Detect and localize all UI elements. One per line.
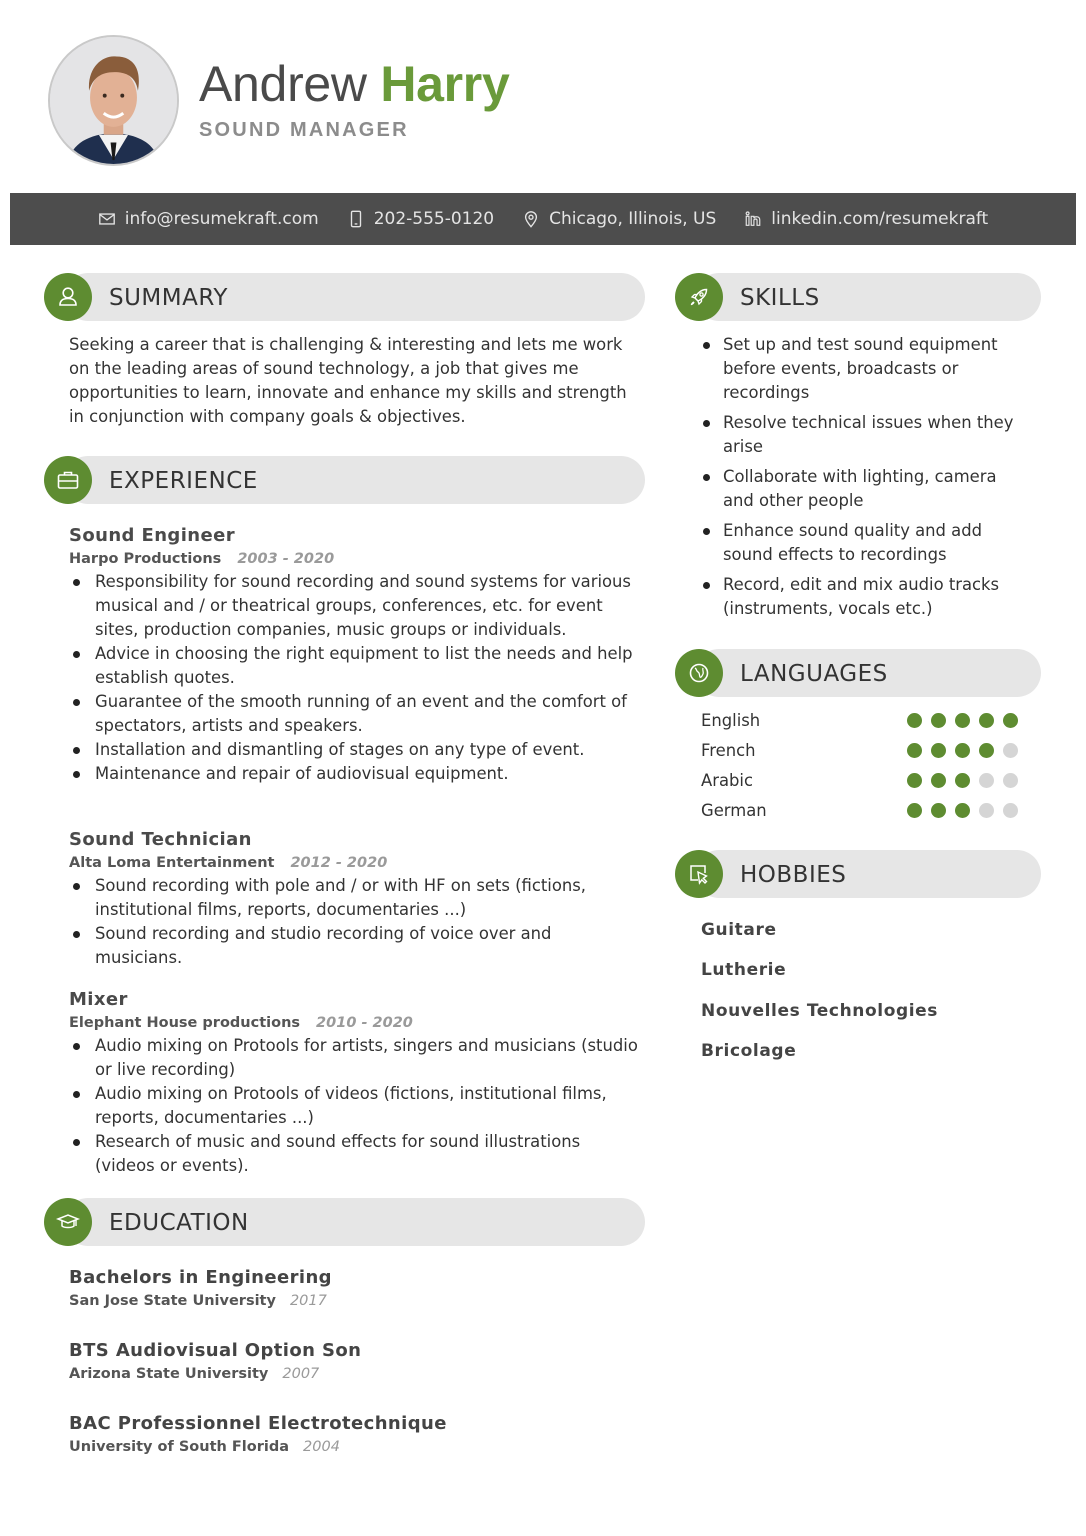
list-item: Resolve technical issues when they arise: [699, 411, 1029, 459]
location-text: Chicago, Illinois, US: [549, 209, 717, 229]
proficiency-dot-empty: [1003, 773, 1018, 788]
section-icon-circle: [44, 1198, 92, 1246]
hobby-item: Guitare: [701, 920, 777, 940]
proficiency-dot-filled: [955, 773, 970, 788]
linkedin-icon: [744, 210, 762, 228]
proficiency-dots: [907, 803, 1018, 818]
briefcase-icon: [55, 467, 81, 493]
edu-school: University of South Florida: [69, 1439, 290, 1455]
language-row: [701, 705, 1031, 735]
section-title: LANGUAGES: [740, 661, 888, 687]
edu-school: San Jose State University: [69, 1293, 276, 1309]
experience-entry: [69, 524, 639, 786]
edu-meta: [69, 1363, 639, 1385]
section-summary-header: [44, 273, 645, 321]
job-role: Sound Engineer: [69, 525, 235, 546]
job-company: Harpo Productions: [69, 551, 222, 567]
education-entry: [69, 1412, 639, 1458]
skills-list: [699, 333, 1029, 621]
email-text: info@resumekraft.com: [124, 209, 319, 229]
phone-text: 202-555-0120: [373, 209, 495, 229]
globe-icon: [686, 660, 712, 686]
proficiency-dot-empty: [979, 803, 994, 818]
hobby-item: Bricolage: [701, 1041, 797, 1061]
first-name: Andrew: [199, 56, 367, 112]
section-icon-circle: [44, 456, 92, 504]
section-title: HOBBIES: [740, 862, 847, 888]
experience-entry: [69, 828, 639, 970]
proficiency-dots: [907, 713, 1018, 728]
education-entry: [69, 1339, 639, 1385]
mobile-phone-icon: [347, 210, 365, 228]
language-row: [701, 735, 1031, 765]
job-company: Alta Loma Entertainment: [69, 855, 275, 871]
section-hobbies-header: [675, 850, 1041, 898]
education-entry: [69, 1266, 639, 1312]
job-bullets: [69, 1034, 639, 1178]
summary-paragraph: Seeking a career that is challenging & interesting and lets me work on the leading areas of sound technology, a job that gives me opportunities to learn, innovate and enhance my skills and strength in conjunction with company goals & objectives.: [69, 335, 627, 426]
job-role: Sound Technician: [69, 829, 252, 850]
contact-location: [522, 209, 716, 229]
edu-degree: BTS Audiovisual Option Son: [69, 1340, 362, 1361]
proficiency-dot-empty: [979, 773, 994, 788]
skills-list-container: [699, 333, 1029, 627]
section-icon-circle: [675, 273, 723, 321]
proficiency-dot-filled: [955, 803, 970, 818]
proficiency-dot-filled: [955, 713, 970, 728]
job-dates: 2012 - 2020: [290, 855, 388, 871]
graduation-cap-icon: [55, 1209, 81, 1235]
proficiency-dot-filled: [907, 773, 922, 788]
language-row: [701, 795, 1031, 825]
list-item: Responsibility for sound recording and sound systems for various musical and / or theatrical groups, conferences, etc. for event sites, production companies, music groups or individuals.: [69, 570, 639, 642]
list-item: Sound recording and studio recording of voice over and musicians.: [69, 922, 639, 970]
job-meta: [69, 1012, 639, 1034]
list-item: Installation and dismantling of stages on any type of event.: [69, 738, 639, 762]
edu-degree: BAC Professionnel Electrotechnique: [69, 1413, 447, 1434]
job-bullets: [69, 874, 639, 970]
language-name: French: [701, 740, 756, 760]
job-title-heading: SOUND MANAGER: [199, 119, 409, 141]
contact-email[interactable]: [98, 209, 319, 229]
job-dates: 2010 - 2020: [316, 1015, 413, 1031]
edu-meta: [69, 1436, 639, 1458]
proficiency-dot-filled: [955, 743, 970, 758]
job-bullets: [69, 570, 639, 786]
proficiency-dots: [907, 743, 1018, 758]
proficiency-dot-empty: [1003, 803, 1018, 818]
proficiency-dot-filled: [931, 743, 946, 758]
proficiency-dot-filled: [907, 803, 922, 818]
candidate-name: [199, 54, 509, 114]
proficiency-dot-filled: [931, 803, 946, 818]
list-item: Record, edit and mix audio tracks (instruments, vocals etc.): [699, 573, 1029, 621]
hobby-item: Lutherie: [701, 960, 787, 980]
language-name: Arabic: [701, 770, 753, 790]
hobby-item: Nouvelles Technologies: [701, 1001, 939, 1021]
proficiency-dot-filled: [907, 743, 922, 758]
list-item: Audio mixing on Protools of videos (fictions, institutional films, reports, documentaries ...): [69, 1082, 639, 1130]
contact-linkedin[interactable]: [744, 209, 988, 229]
section-title: EDUCATION: [109, 1210, 249, 1236]
edu-year: 2007: [282, 1366, 320, 1382]
contact-bar: [10, 193, 1076, 245]
job-dates: 2003 - 2020: [237, 551, 335, 567]
list-item: Research of music and sound effects for sound illustrations (videos or events).: [69, 1130, 639, 1178]
proficiency-dots: [907, 773, 1018, 788]
edu-year: 2004: [303, 1439, 340, 1455]
list-item: Collaborate with lighting, camera and other people: [699, 465, 1029, 513]
experience-entry: [69, 988, 639, 1178]
location-pin-icon: [522, 210, 540, 228]
job-meta: [69, 548, 639, 570]
list-item: Advice in choosing the right equipment to list the needs and help establish quotes.: [69, 642, 639, 690]
section-skills-header: [675, 273, 1041, 321]
section-title: SKILLS: [740, 285, 820, 311]
list-item: Set up and test sound equipment before events, broadcasts or recordings: [699, 333, 1029, 405]
portrait-image: [50, 37, 177, 164]
section-title: SUMMARY: [109, 285, 228, 311]
cursor-icon: [686, 861, 712, 887]
edu-meta: [69, 1290, 639, 1312]
proficiency-dot-filled: [931, 773, 946, 788]
proficiency-dot-empty: [1003, 743, 1018, 758]
job-company: Elephant House productions: [69, 1015, 301, 1031]
list-item: Enhance sound quality and add sound effects to recordings: [699, 519, 1029, 567]
language-name: German: [701, 800, 767, 820]
section-title: EXPERIENCE: [109, 468, 258, 494]
section-icon-circle: [44, 273, 92, 321]
edu-year: 2017: [289, 1293, 327, 1309]
proficiency-dot-filled: [979, 743, 994, 758]
proficiency-dot-filled: [979, 713, 994, 728]
proficiency-dot-filled: [907, 713, 922, 728]
list-item: Sound recording with pole and / or with HF on sets (fictions, institutional films, reports, documentaries ...): [69, 874, 639, 922]
user-icon: [55, 284, 81, 310]
section-languages-header: [675, 649, 1041, 697]
linkedin-text: linkedin.com/resumekraft: [771, 209, 989, 229]
last-name: Harry: [380, 56, 510, 112]
section-education-header: [44, 1198, 645, 1246]
list-item: Audio mixing on Protools for artists, singers and musicians (studio or live recording): [69, 1034, 639, 1082]
list-item: Maintenance and repair of audiovisual equipment.: [69, 762, 639, 786]
section-experience-header: [44, 456, 645, 504]
envelope-icon: [98, 210, 116, 228]
section-icon-circle: [675, 850, 723, 898]
edu-school: Arizona State University: [69, 1366, 269, 1382]
language-name: English: [701, 710, 761, 730]
language-row: [701, 765, 1031, 795]
job-role: Mixer: [69, 989, 128, 1010]
proficiency-dot-filled: [1003, 713, 1018, 728]
job-meta: [69, 852, 639, 874]
proficiency-dot-filled: [931, 713, 946, 728]
rocket-icon: [686, 284, 712, 310]
edu-degree: Bachelors in Engineering: [69, 1267, 332, 1288]
contact-phone[interactable]: [347, 209, 494, 229]
section-icon-circle: [675, 649, 723, 697]
list-item: Guarantee of the smooth running of an event and the comfort of spectators, artists and speakers.: [69, 690, 639, 738]
profile-photo: [48, 35, 179, 166]
